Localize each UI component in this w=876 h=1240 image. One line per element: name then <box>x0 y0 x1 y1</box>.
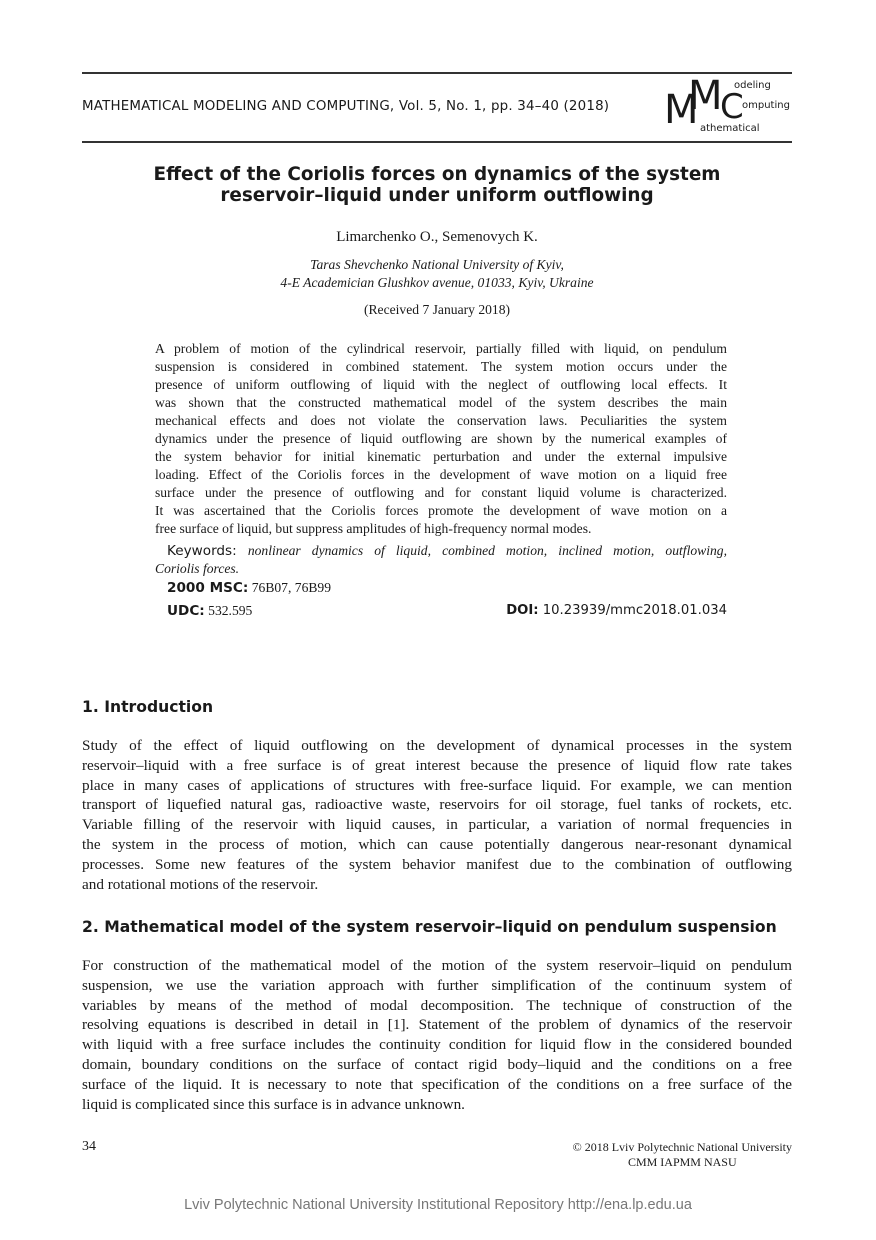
text-line: Variable filling of the reservoir with liquid causes, in particular, a variation of normal frequencies in <box>82 816 792 834</box>
text-line: and rotational motions of the reservoir. <box>82 875 319 893</box>
text-line: processes. Some new features of the system behavior manifest due to the combination of outflowing <box>82 855 792 873</box>
text-line: suspension is considered in combined statement. The system motion occurs under the <box>155 359 727 374</box>
text-line: the system in the process of motion, which can cause potentially dangerous near-resonant dynamical <box>82 835 792 853</box>
text-line: suspension, we use the variation approach with further simplification of the continuum system of <box>82 976 792 994</box>
text-line: reservoir–liquid with a free surface is of great interest because the presence of liquid flow rate takes <box>82 756 792 774</box>
section-heading-introduction: 1. Introduction <box>82 698 214 716</box>
keywords: Keywords: nonlinear dynamics of liquid, combined motion, inclined motion, outflowing, Coriolis forces. <box>155 543 727 576</box>
text-line: mechanical effects and does not violate the conservation laws. Peculiarities the system <box>155 413 727 428</box>
keywords-label: Keywords: <box>167 543 237 559</box>
received-date: (Received 7 January 2018) <box>363 302 511 317</box>
copyright: © 2018 Lviv Polytechnic National University CMM IAPMM NASU <box>572 1140 792 1169</box>
text-line: variables by means of the method of modal decomposition. The technique of construction of the <box>82 996 792 1014</box>
text-line: dynamics under the presence of liquid outflowing are shown by the numerical examples of <box>155 431 727 446</box>
affiliation: Taras Shevchenko National University of Kyiv, 4-E Academician Glushkov avenue, 01033, Kyiv, Ukraine <box>280 257 594 290</box>
journal-header <box>82 99 609 114</box>
header-bottom-rule <box>82 141 792 143</box>
text-line: place in many cases of applications of structures with free-surface liquid. For example, we can mention <box>82 776 792 794</box>
paper-title: Effect of the Coriolis forces on dynamics of the system reservoir–liquid under uniform outflowing <box>153 164 721 206</box>
msc-codes: 2000 MSC: 76B07, 76B99 <box>167 580 332 596</box>
mmc-logo: M M C odeling omputing athematical <box>664 73 790 134</box>
journal-volume: Vol. 5, No. 1, pp. 34–40 (2018) <box>398 99 610 114</box>
repository-footer[interactable]: Lviv Polytechnic National University Institutional Repository http://ena.lp.edu.ua <box>184 1197 692 1213</box>
section-heading-model: 2. Mathematical model of the system reservoir–liquid on pendulum suspension <box>82 918 777 936</box>
text-line: was shown that the constructed mathematical model of the system describes the main <box>155 395 727 410</box>
text-line: domain, boundary conditions on the surface of contact rigid body–liquid and the conditions on a free <box>82 1055 792 1073</box>
text-line: the system behavior for initial kinematic perturbation and under the external impulsive <box>155 449 727 464</box>
model-paragraph <box>82 956 792 1114</box>
text-line: free surface of liquid, but suppress amplitudes of high-frequency normal modes. <box>155 521 592 536</box>
text-line: Study of the effect of liquid outflowing on the development of dynamical processes in the system <box>82 737 792 754</box>
text-line: It was ascertained that the Coriolis forces promote the development of wave motion on a <box>155 503 727 518</box>
authors: Limarchenko O., Semenovych K. <box>336 229 538 245</box>
text-line: loading. Effect of the Coriolis forces in the development of wave motion on a liquid free <box>155 467 727 482</box>
text-line: For construction of the mathematical model of the motion of the system reservoir–liquid on pendulum <box>82 957 792 974</box>
text-line: A problem of motion of the cylindrical reservoir, partially filled with liquid, on pendulum <box>155 341 727 356</box>
text-line: resolving equations is described in detail in [1]. Statement of the problem of dynamics of the reservoir <box>82 1016 792 1034</box>
text-line: with liquid with a free surface includes the continuity condition for liquid flow in the considered bounded <box>82 1036 792 1054</box>
journal-name: MATHEMATICAL MODELING AND COMPUTING, <box>82 99 395 114</box>
text-line: surface under the presence of outflowing and for constant liquid volume is characterized. <box>155 485 727 500</box>
doi[interactable]: DOI: 10.23939/mmc2018.01.034 <box>506 603 727 618</box>
abstract <box>155 340 727 538</box>
page-number: 34 <box>82 1139 96 1154</box>
introduction-paragraph <box>82 736 792 894</box>
udc-code: UDC: 532.595 <box>167 603 253 619</box>
text-line: liquid is complicated since this surface is in advance unknown. <box>82 1095 465 1113</box>
text-line: transport of liquefied natural gas, radioactive waste, reservoirs for oil storage, fuel tanks of rockets, etc. <box>82 796 792 814</box>
text-line: presence of uniform outflowing of liquid with the neglect of outflowing local effects. It <box>155 377 727 392</box>
text-line: surface of the liquid. It is necessary to note that specification of the conditions on a free surface of the <box>82 1075 792 1093</box>
header-top-rule <box>82 72 792 74</box>
